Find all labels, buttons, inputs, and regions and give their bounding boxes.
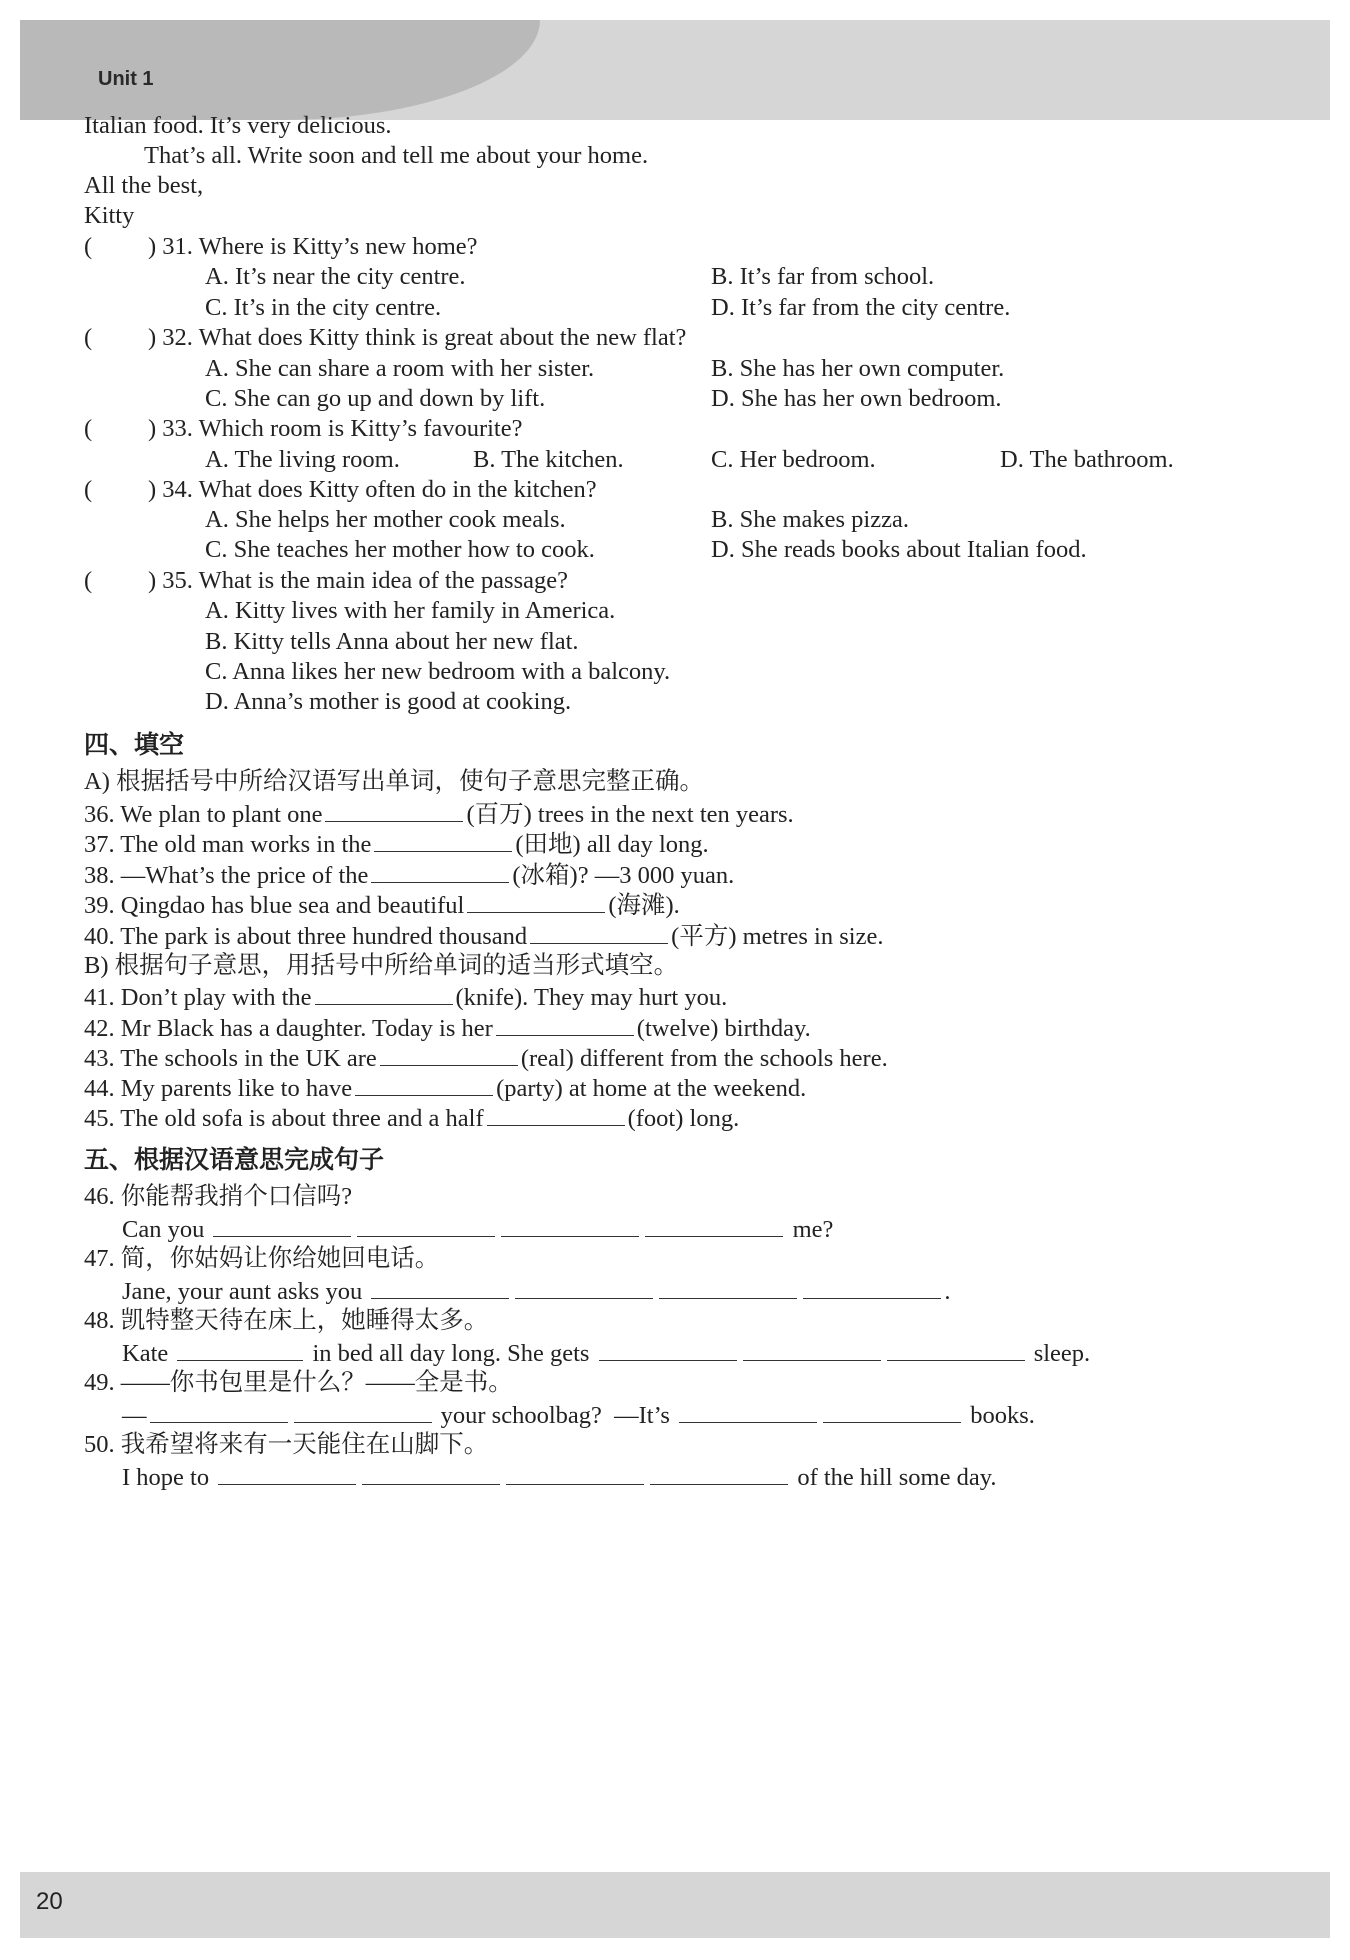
item-text: (冰箱)? —3 000 yuan. [512,862,735,889]
answer-blank[interactable] [218,1464,356,1485]
option: B. She has her own computer. [711,355,1005,382]
answer-bracket[interactable]: ( [84,476,93,503]
answer-blank[interactable] [213,1216,351,1237]
section-4-title: 四、填空 [84,730,185,759]
translation-49 [122,1402,1035,1429]
option: C. She teaches her mother how to cook. [205,536,595,563]
answer-blank[interactable] [374,831,512,852]
passage-line: That’s all. Write soon and tell me about your home. [144,142,649,169]
answer-blank[interactable] [371,1278,509,1299]
answer-blank[interactable] [650,1464,788,1485]
unit-label: Unit 1 [98,68,154,90]
item-text: 45. The old sofa is about three and a half [84,1105,484,1132]
item-text: 36. We plan to plant one [84,801,323,828]
item-text: 44. My parents like to have [84,1075,353,1102]
option: C. She can go up and down by lift. [205,385,546,412]
item-text: Kate [122,1340,169,1367]
translation-50 [122,1464,996,1491]
item-text: me? [792,1216,834,1243]
answer-blank[interactable] [803,1278,941,1299]
item-text: (party) at home at the weekend. [496,1075,807,1102]
question-34: ) 34. What does Kitty often do in the kitchen? [148,476,597,503]
option: C. Anna likes her new bedroom with a balcony. [205,658,671,685]
item-text: Jane, your aunt asks you [122,1278,363,1305]
part-b-instructions: B) 根据句子意思，用括号中所给单词的适当形式填空。 [84,952,679,979]
option: A. She can share a room with her sister. [205,355,595,382]
question-31: ) 31. Where is Kitty’s new home? [148,233,478,260]
section-5-title: 五、根据汉语意思完成句子 [84,1145,385,1174]
answer-blank[interactable] [315,984,453,1005]
part-a-instructions: A) 根据括号中所给汉语写出单词，使句子意思完整正确。 [84,768,704,795]
option: A. The living room. [205,446,400,473]
question-35: ) 35. What is the main idea of the passage? [148,567,568,594]
option: B. It’s far from school. [711,263,935,290]
option: C. It’s in the city centre. [205,294,442,321]
cn-prompt-49: 49. ——你书包里是什么？——全是书。 [84,1369,513,1396]
item-text: (平方) metres in size. [671,923,884,950]
answer-blank[interactable] [371,862,509,883]
answer-blank[interactable] [515,1278,653,1299]
option: B. She makes pizza. [711,506,909,533]
answer-blank[interactable] [355,1075,493,1096]
answer-blank[interactable] [150,1402,288,1423]
item-text: in bed all day long. She gets [312,1340,590,1367]
answer-bracket[interactable]: ( [84,233,93,260]
cn-prompt-47: 47. 简，你姑妈让你给她回电话。 [84,1245,440,1272]
fill-item-43 [84,1045,888,1072]
item-text: . [944,1278,951,1305]
item-text: (foot) long. [627,1105,740,1132]
answer-bracket[interactable]: ( [84,567,93,594]
question-32: ) 32. What does Kitty think is great about the new flat? [148,324,687,351]
cn-prompt-50: 50. 我希望将来有一天能住在山脚下。 [84,1431,489,1458]
item-text: (knife). They may hurt you. [455,984,728,1011]
translation-46 [122,1216,833,1243]
item-text: 37. The old man works in the [84,831,372,858]
answer-blank[interactable] [823,1402,961,1423]
footer-band [20,1872,1330,1938]
passage-line: Italian food. It’s very delicious. [84,112,392,139]
item-text: — [122,1402,147,1429]
answer-blank[interactable] [645,1216,783,1237]
fill-item-44 [84,1075,806,1102]
answer-blank[interactable] [599,1340,737,1361]
passage-closing: All the best, [84,172,204,199]
answer-blank[interactable] [679,1402,817,1423]
answer-blank[interactable] [380,1045,518,1066]
answer-blank[interactable] [506,1464,644,1485]
option: D. The bathroom. [1000,446,1174,473]
fill-item-37 [84,831,709,858]
item-text: (twelve) birthday. [636,1015,811,1042]
translation-48 [122,1340,1090,1367]
answer-blank[interactable] [294,1402,432,1423]
fill-item-38 [84,862,734,889]
fill-item-41 [84,984,727,1011]
option: B. The kitchen. [473,446,624,473]
answer-blank[interactable] [467,892,605,913]
option: D. It’s far from the city centre. [711,294,1011,321]
item-text: 39. Qingdao has blue sea and beautiful [84,892,465,919]
item-text: 41. Don’t play with the [84,984,312,1011]
option: A. It’s near the city centre. [205,263,466,290]
answer-blank[interactable] [501,1216,639,1237]
answer-blank[interactable] [530,923,668,944]
item-text: 38. —What’s the price of the [84,862,369,889]
header-band [20,20,1330,120]
option: A. She helps her mother cook meals. [205,506,566,533]
question-33: ) 33. Which room is Kitty’s favourite? [148,415,523,442]
passage-signature: Kitty [84,202,135,229]
item-text: 40. The park is about three hundred thousand [84,923,528,950]
page-content [50,112,1330,1872]
page-number: 20 [36,1888,63,1915]
answer-blank[interactable] [743,1340,881,1361]
answer-blank[interactable] [487,1105,625,1126]
translation-47 [122,1278,950,1305]
option: A. Kitty lives with her family in America. [205,597,616,624]
item-text: Can you [122,1216,205,1243]
answer-blank[interactable] [177,1340,303,1361]
fill-item-36 [84,801,794,828]
fill-item-40 [84,923,883,950]
fill-item-45 [84,1105,739,1132]
answer-blank[interactable] [496,1015,634,1036]
item-text: —It’s [614,1402,670,1429]
item-text: (海滩). [608,892,680,919]
item-text: books. [970,1402,1035,1429]
option: D. She has her own bedroom. [711,385,1002,412]
item-text: (田地) all day long. [515,831,709,858]
item-text: of the hill some day. [797,1464,997,1491]
item-text: I hope to [122,1464,210,1491]
answer-bracket[interactable]: ( [84,415,93,442]
answer-blank[interactable] [325,801,463,822]
fill-item-42 [84,1015,811,1042]
cn-prompt-48: 48. 凯特整天待在床上，她睡得太多。 [84,1307,489,1334]
option: D. Anna’s mother is good at cooking. [205,688,572,715]
option: B. Kitty tells Anna about her new flat. [205,628,579,655]
option: D. She reads books about Italian food. [711,536,1087,563]
answer-blank[interactable] [887,1340,1025,1361]
answer-blank[interactable] [362,1464,500,1485]
item-text: 42. Mr Black has a daughter. Today is her [84,1015,493,1042]
answer-bracket[interactable]: ( [84,324,93,351]
option: C. Her bedroom. [711,446,876,473]
item-text: (百万) trees in the next ten years. [466,801,794,828]
answer-blank[interactable] [659,1278,797,1299]
fill-item-39 [84,892,680,919]
cn-prompt-46: 46. 你能帮我捎个口信吗? [84,1183,353,1210]
item-text: 43. The schools in the UK are [84,1045,377,1072]
answer-blank[interactable] [357,1216,495,1237]
item-text: sleep. [1033,1340,1091,1367]
item-text: your schoolbag? [440,1402,602,1429]
item-text: (real) different from the schools here. [520,1045,888,1072]
